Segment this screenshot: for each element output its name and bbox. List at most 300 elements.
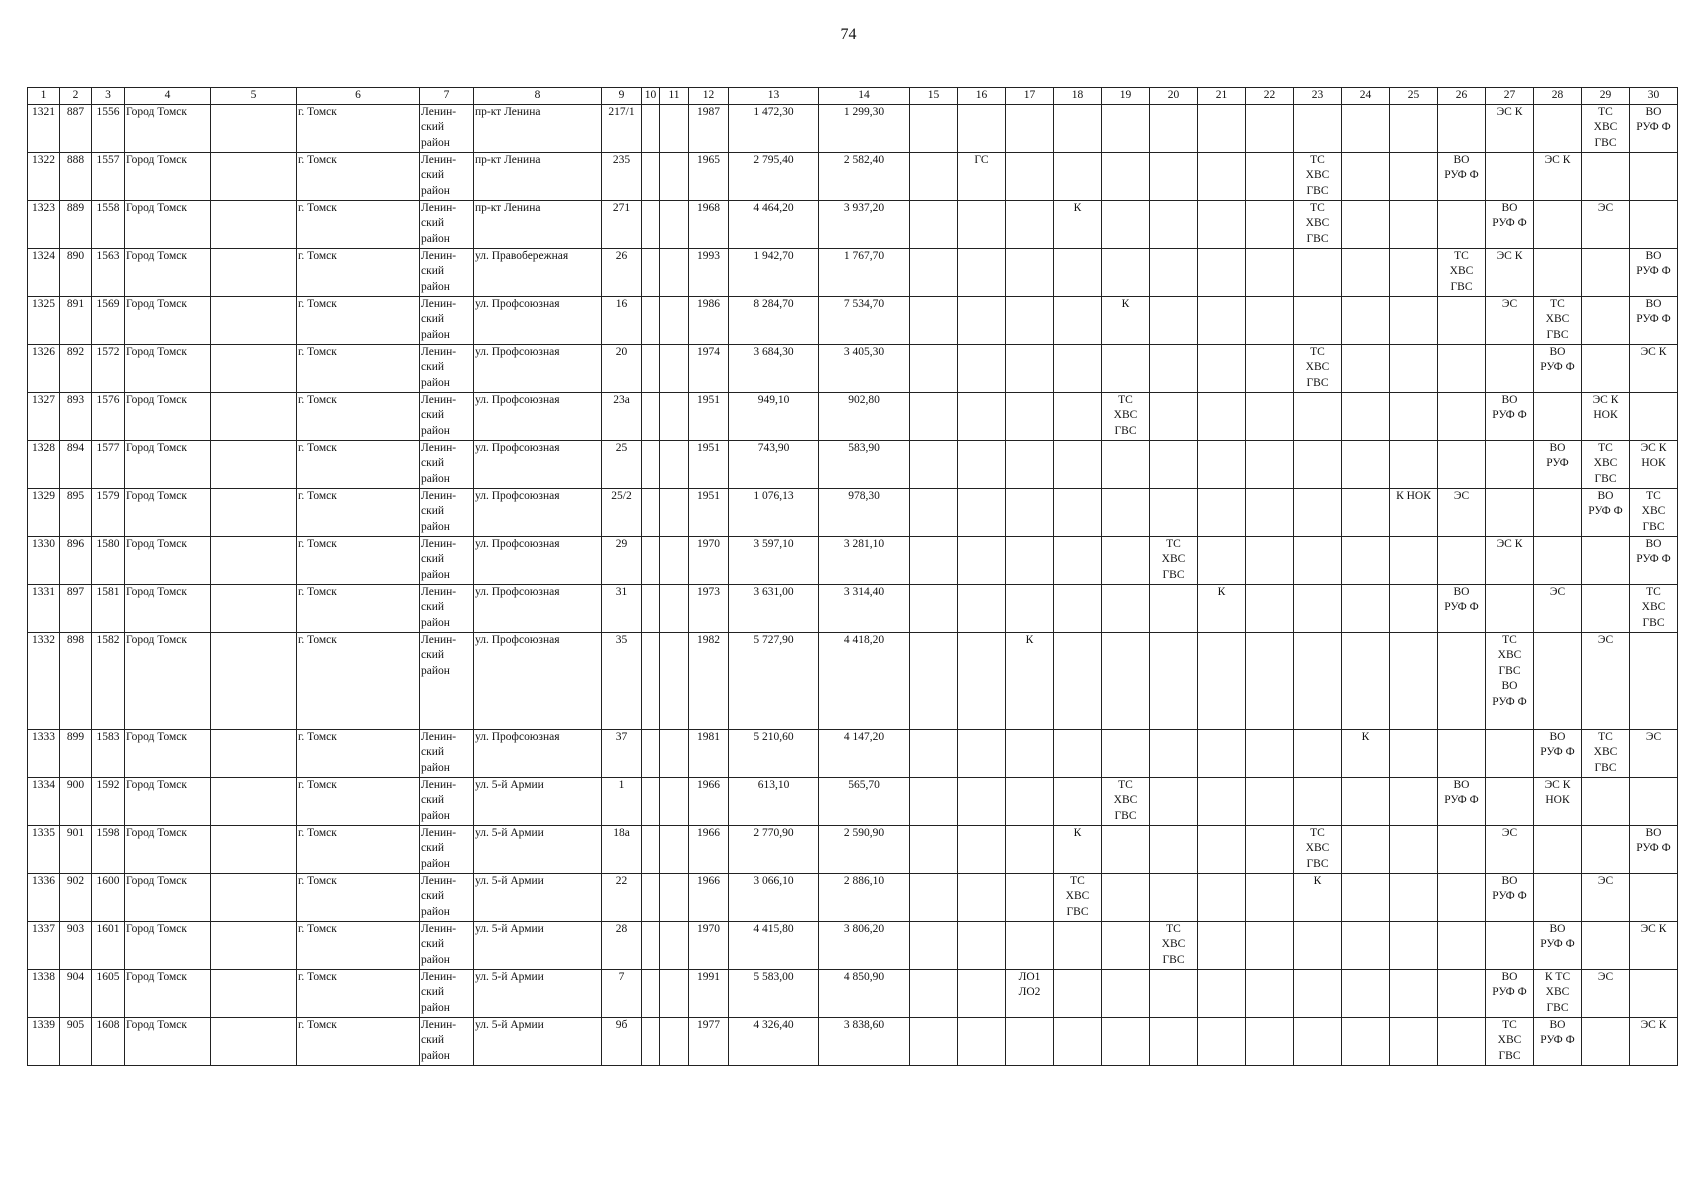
municipality-cell: Город Томск xyxy=(125,104,211,152)
district-cell: Ленин- ский район xyxy=(420,729,474,777)
district-cell: Ленин- ский район xyxy=(420,873,474,921)
district-cell: Ленин- ский район xyxy=(420,440,474,488)
work-type-cell-24 xyxy=(1342,969,1390,1017)
work-type-cell-23 xyxy=(1294,969,1342,1017)
house-number-cell: 31 xyxy=(602,584,642,632)
district-cell: Ленин- ский район xyxy=(420,921,474,969)
year-cell: 1982 xyxy=(689,632,729,729)
page-number: 74 xyxy=(840,26,857,43)
sequence-number: 897 xyxy=(60,584,92,632)
empty-cell xyxy=(211,248,297,296)
work-type-cell-17 xyxy=(1006,344,1054,392)
empty-cell xyxy=(660,825,689,873)
city-cell: г. Томск xyxy=(297,488,420,536)
table-row xyxy=(28,296,1678,344)
work-type-cell-16 xyxy=(958,825,1006,873)
work-type-cell-17 xyxy=(1006,873,1054,921)
work-type-cell-23 xyxy=(1294,440,1342,488)
work-type-cell-23: К xyxy=(1294,873,1342,921)
work-type-cell-23 xyxy=(1294,921,1342,969)
total-area-cell: 5 727,90 xyxy=(729,632,819,729)
work-type-cell-27 xyxy=(1486,344,1534,392)
work-type-cell-30: ВО РУФ Ф xyxy=(1630,825,1678,873)
house-number-cell: 217/1 xyxy=(602,104,642,152)
work-type-cell-17 xyxy=(1006,584,1054,632)
house-id: 1601 xyxy=(92,921,125,969)
empty-cell xyxy=(660,344,689,392)
work-type-cell-28: ВО РУФ Ф xyxy=(1534,1017,1582,1065)
work-type-cell-24 xyxy=(1342,440,1390,488)
work-type-cell-20 xyxy=(1150,584,1198,632)
work-type-cell-28: ЭС К xyxy=(1534,152,1582,200)
work-type-cell-26 xyxy=(1438,729,1486,777)
house-id: 1582 xyxy=(92,632,125,729)
work-type-cell-25 xyxy=(1390,1017,1438,1065)
district-cell: Ленин- ский район xyxy=(420,248,474,296)
work-type-cell-21 xyxy=(1198,296,1246,344)
year-cell: 1987 xyxy=(689,104,729,152)
city-cell: г. Томск xyxy=(297,1017,420,1065)
housing-register-table xyxy=(27,87,1678,1066)
work-type-cell-27 xyxy=(1486,152,1534,200)
sequence-number: 901 xyxy=(60,825,92,873)
year-cell: 1991 xyxy=(689,969,729,1017)
house-id: 1572 xyxy=(92,344,125,392)
work-type-cell-15 xyxy=(910,536,958,584)
work-type-cell-20 xyxy=(1150,248,1198,296)
table-row xyxy=(28,104,1678,152)
work-type-cell-20 xyxy=(1150,440,1198,488)
work-type-cell-22 xyxy=(1246,777,1294,825)
work-type-cell-29 xyxy=(1582,825,1630,873)
house-id: 1579 xyxy=(92,488,125,536)
work-type-cell-20 xyxy=(1150,344,1198,392)
column-header: 27 xyxy=(1486,88,1534,105)
work-type-cell-16 xyxy=(958,344,1006,392)
work-type-cell-16 xyxy=(958,200,1006,248)
work-type-cell-19 xyxy=(1102,344,1150,392)
house-id: 1580 xyxy=(92,536,125,584)
work-type-cell-19 xyxy=(1102,200,1150,248)
house-id: 1600 xyxy=(92,873,125,921)
work-type-cell-18 xyxy=(1054,392,1102,440)
street-cell: ул. 5-й Армии xyxy=(474,921,602,969)
work-type-cell-18 xyxy=(1054,1017,1102,1065)
record-number: 1339 xyxy=(28,1017,60,1065)
work-type-cell-21 xyxy=(1198,536,1246,584)
work-type-cell-27: ВО РУФ Ф xyxy=(1486,873,1534,921)
city-cell: г. Томск xyxy=(297,248,420,296)
work-type-cell-30 xyxy=(1630,777,1678,825)
table-row xyxy=(28,632,1678,729)
work-type-cell-28: К ТС ХВС ГВС xyxy=(1534,969,1582,1017)
work-type-cell-23: ТС ХВС ГВС xyxy=(1294,152,1342,200)
work-type-cell-23 xyxy=(1294,584,1342,632)
work-type-cell-15 xyxy=(910,488,958,536)
work-type-cell-21 xyxy=(1198,104,1246,152)
work-type-cell-21 xyxy=(1198,440,1246,488)
year-cell: 1974 xyxy=(689,344,729,392)
year-cell: 1966 xyxy=(689,825,729,873)
year-cell: 1973 xyxy=(689,584,729,632)
house-number-cell: 29 xyxy=(602,536,642,584)
municipality-cell: Город Томск xyxy=(125,777,211,825)
sequence-number: 892 xyxy=(60,344,92,392)
year-cell: 1986 xyxy=(689,296,729,344)
table-row xyxy=(28,200,1678,248)
work-type-cell-28 xyxy=(1534,632,1582,729)
column-header: 26 xyxy=(1438,88,1486,105)
work-type-cell-19 xyxy=(1102,873,1150,921)
table-row xyxy=(28,440,1678,488)
total-area-cell: 1 472,30 xyxy=(729,104,819,152)
work-type-cell-17 xyxy=(1006,104,1054,152)
work-type-cell-15 xyxy=(910,296,958,344)
house-id: 1557 xyxy=(92,152,125,200)
work-type-cell-26 xyxy=(1438,200,1486,248)
work-type-cell-15 xyxy=(910,200,958,248)
empty-cell xyxy=(211,536,297,584)
work-type-cell-20 xyxy=(1150,729,1198,777)
work-type-cell-20 xyxy=(1150,152,1198,200)
work-type-cell-30 xyxy=(1630,632,1678,729)
record-number: 1333 xyxy=(28,729,60,777)
work-type-cell-15 xyxy=(910,777,958,825)
district-cell: Ленин- ский район xyxy=(420,104,474,152)
total-area-cell: 949,10 xyxy=(729,392,819,440)
record-number: 1326 xyxy=(28,344,60,392)
empty-cell xyxy=(211,777,297,825)
work-type-cell-23 xyxy=(1294,488,1342,536)
work-type-cell-29: ЭС xyxy=(1582,200,1630,248)
work-type-cell-24 xyxy=(1342,200,1390,248)
work-type-cell-26 xyxy=(1438,344,1486,392)
work-type-cell-20 xyxy=(1150,296,1198,344)
work-type-cell-21 xyxy=(1198,200,1246,248)
work-type-cell-26 xyxy=(1438,104,1486,152)
table-row xyxy=(28,536,1678,584)
district-cell: Ленин- ский район xyxy=(420,777,474,825)
work-type-cell-15 xyxy=(910,921,958,969)
work-type-cell-15 xyxy=(910,969,958,1017)
work-type-cell-19: ТС ХВС ГВС xyxy=(1102,777,1150,825)
work-type-cell-28 xyxy=(1534,392,1582,440)
city-cell: г. Томск xyxy=(297,392,420,440)
living-area-cell: 3 281,10 xyxy=(819,536,910,584)
work-type-cell-26 xyxy=(1438,440,1486,488)
record-number: 1324 xyxy=(28,248,60,296)
work-type-cell-18 xyxy=(1054,969,1102,1017)
work-type-cell-21 xyxy=(1198,729,1246,777)
work-type-cell-27: ТС ХВС ГВС xyxy=(1486,1017,1534,1065)
work-type-cell-30: ТС ХВС ГВС xyxy=(1630,584,1678,632)
work-type-cell-19 xyxy=(1102,536,1150,584)
empty-cell xyxy=(660,969,689,1017)
work-type-cell-28: ТС ХВС ГВС xyxy=(1534,296,1582,344)
column-header: 22 xyxy=(1246,88,1294,105)
work-type-cell-22 xyxy=(1246,104,1294,152)
work-type-cell-23 xyxy=(1294,729,1342,777)
city-cell: г. Томск xyxy=(297,729,420,777)
work-type-cell-21: К xyxy=(1198,584,1246,632)
house-number-cell: 9б xyxy=(602,1017,642,1065)
house-id: 1569 xyxy=(92,296,125,344)
living-area-cell: 1 767,70 xyxy=(819,248,910,296)
work-type-cell-21 xyxy=(1198,921,1246,969)
empty-cell xyxy=(642,248,660,296)
work-type-cell-21 xyxy=(1198,392,1246,440)
total-area-cell: 3 597,10 xyxy=(729,536,819,584)
column-header: 8 xyxy=(474,88,602,105)
work-type-cell-18 xyxy=(1054,248,1102,296)
work-type-cell-26 xyxy=(1438,632,1486,729)
work-type-cell-25 xyxy=(1390,777,1438,825)
empty-cell xyxy=(642,104,660,152)
work-type-cell-30: ЭС К xyxy=(1630,1017,1678,1065)
empty-cell xyxy=(660,200,689,248)
city-cell: г. Томск xyxy=(297,296,420,344)
empty-cell xyxy=(211,1017,297,1065)
work-type-cell-24 xyxy=(1342,104,1390,152)
work-type-cell-25 xyxy=(1390,536,1438,584)
work-type-cell-26: ВО РУФ Ф xyxy=(1438,152,1486,200)
empty-cell xyxy=(642,440,660,488)
empty-cell xyxy=(211,825,297,873)
work-type-cell-22 xyxy=(1246,969,1294,1017)
column-header: 13 xyxy=(729,88,819,105)
column-header: 1 xyxy=(28,88,60,105)
work-type-cell-23 xyxy=(1294,777,1342,825)
year-cell: 1966 xyxy=(689,873,729,921)
house-id: 1605 xyxy=(92,969,125,1017)
column-header: 6 xyxy=(297,88,420,105)
work-type-cell-19 xyxy=(1102,152,1150,200)
work-type-cell-17 xyxy=(1006,440,1054,488)
work-type-cell-16 xyxy=(958,777,1006,825)
work-type-cell-15 xyxy=(910,584,958,632)
work-type-cell-15 xyxy=(910,440,958,488)
work-type-cell-22 xyxy=(1246,536,1294,584)
work-type-cell-22 xyxy=(1246,440,1294,488)
column-header: 5 xyxy=(211,88,297,105)
sequence-number: 894 xyxy=(60,440,92,488)
column-header: 18 xyxy=(1054,88,1102,105)
house-number-cell: 28 xyxy=(602,921,642,969)
house-id: 1563 xyxy=(92,248,125,296)
work-type-cell-19: ТС ХВС ГВС xyxy=(1102,392,1150,440)
city-cell: г. Томск xyxy=(297,632,420,729)
total-area-cell: 1 076,13 xyxy=(729,488,819,536)
year-cell: 1951 xyxy=(689,392,729,440)
house-id: 1583 xyxy=(92,729,125,777)
year-cell: 1951 xyxy=(689,488,729,536)
work-type-cell-27: ВО РУФ Ф xyxy=(1486,200,1534,248)
work-type-cell-17: К xyxy=(1006,632,1054,729)
work-type-cell-22 xyxy=(1246,344,1294,392)
work-type-cell-18 xyxy=(1054,104,1102,152)
empty-cell xyxy=(660,632,689,729)
empty-cell xyxy=(660,488,689,536)
work-type-cell-15 xyxy=(910,392,958,440)
work-type-cell-24 xyxy=(1342,536,1390,584)
house-number-cell: 25/2 xyxy=(602,488,642,536)
work-type-cell-30: ВО РУФ Ф xyxy=(1630,536,1678,584)
work-type-cell-28: ЭС К НОК xyxy=(1534,777,1582,825)
work-type-cell-24 xyxy=(1342,296,1390,344)
work-type-cell-29 xyxy=(1582,584,1630,632)
work-type-cell-24 xyxy=(1342,632,1390,729)
work-type-cell-16 xyxy=(958,921,1006,969)
work-type-cell-28: ЭС xyxy=(1534,584,1582,632)
work-type-cell-22 xyxy=(1246,921,1294,969)
table-row xyxy=(28,921,1678,969)
house-number-cell: 1 xyxy=(602,777,642,825)
empty-cell xyxy=(211,729,297,777)
empty-cell xyxy=(211,200,297,248)
work-type-cell-30 xyxy=(1630,152,1678,200)
empty-cell xyxy=(211,344,297,392)
work-type-cell-15 xyxy=(910,632,958,729)
table-body xyxy=(28,104,1678,1065)
municipality-cell: Город Томск xyxy=(125,873,211,921)
record-number: 1335 xyxy=(28,825,60,873)
record-number: 1323 xyxy=(28,200,60,248)
street-cell: пр-кт Ленина xyxy=(474,152,602,200)
empty-cell xyxy=(660,440,689,488)
work-type-cell-15 xyxy=(910,248,958,296)
work-type-cell-16 xyxy=(958,440,1006,488)
sequence-number: 899 xyxy=(60,729,92,777)
empty-cell xyxy=(642,536,660,584)
work-type-cell-19 xyxy=(1102,104,1150,152)
record-number: 1327 xyxy=(28,392,60,440)
work-type-cell-22 xyxy=(1246,632,1294,729)
work-type-cell-24 xyxy=(1342,825,1390,873)
house-number-cell: 37 xyxy=(602,729,642,777)
work-type-cell-29: ЭС xyxy=(1582,969,1630,1017)
work-type-cell-28 xyxy=(1534,825,1582,873)
record-number: 1336 xyxy=(28,873,60,921)
work-type-cell-18 xyxy=(1054,729,1102,777)
empty-cell xyxy=(642,488,660,536)
work-type-cell-26: ЭС xyxy=(1438,488,1486,536)
work-type-cell-18 xyxy=(1054,344,1102,392)
work-type-cell-28: ВО РУФ xyxy=(1534,440,1582,488)
work-type-cell-17 xyxy=(1006,536,1054,584)
work-type-cell-25 xyxy=(1390,969,1438,1017)
column-header: 7 xyxy=(420,88,474,105)
work-type-cell-30 xyxy=(1630,873,1678,921)
work-type-cell-25 xyxy=(1390,248,1438,296)
street-cell: ул. 5-й Армии xyxy=(474,1017,602,1065)
work-type-cell-29 xyxy=(1582,344,1630,392)
total-area-cell: 3 631,00 xyxy=(729,584,819,632)
record-number: 1331 xyxy=(28,584,60,632)
table-row xyxy=(28,873,1678,921)
column-header: 14 xyxy=(819,88,910,105)
column-header: 12 xyxy=(689,88,729,105)
sequence-number: 905 xyxy=(60,1017,92,1065)
work-type-cell-19 xyxy=(1102,248,1150,296)
work-type-cell-26: ВО РУФ Ф xyxy=(1438,777,1486,825)
sequence-number: 890 xyxy=(60,248,92,296)
empty-cell xyxy=(660,921,689,969)
city-cell: г. Томск xyxy=(297,873,420,921)
work-type-cell-25 xyxy=(1390,344,1438,392)
house-number-cell: 35 xyxy=(602,632,642,729)
living-area-cell: 2 582,40 xyxy=(819,152,910,200)
work-type-cell-23 xyxy=(1294,104,1342,152)
work-type-cell-27 xyxy=(1486,921,1534,969)
living-area-cell: 4 418,20 xyxy=(819,632,910,729)
work-type-cell-21 xyxy=(1198,632,1246,729)
work-type-cell-18 xyxy=(1054,584,1102,632)
column-number-header xyxy=(28,88,1678,105)
empty-cell xyxy=(642,296,660,344)
work-type-cell-22 xyxy=(1246,584,1294,632)
year-cell: 1965 xyxy=(689,152,729,200)
house-number-cell: 25 xyxy=(602,440,642,488)
street-cell: пр-кт Ленина xyxy=(474,104,602,152)
column-header: 2 xyxy=(60,88,92,105)
work-type-cell-15 xyxy=(910,873,958,921)
total-area-cell: 2 795,40 xyxy=(729,152,819,200)
column-header: 4 xyxy=(125,88,211,105)
sequence-number: 898 xyxy=(60,632,92,729)
work-type-cell-17 xyxy=(1006,921,1054,969)
empty-cell xyxy=(211,392,297,440)
work-type-cell-28: ВО РУФ Ф xyxy=(1534,344,1582,392)
work-type-cell-20 xyxy=(1150,1017,1198,1065)
work-type-cell-21 xyxy=(1198,152,1246,200)
work-type-cell-22 xyxy=(1246,392,1294,440)
work-type-cell-23 xyxy=(1294,632,1342,729)
district-cell: Ленин- ский район xyxy=(420,825,474,873)
street-cell: ул. Правобережная xyxy=(474,248,602,296)
work-type-cell-30 xyxy=(1630,969,1678,1017)
work-type-cell-30: ЭС К xyxy=(1630,344,1678,392)
work-type-cell-30: ТС ХВС ГВС xyxy=(1630,488,1678,536)
city-cell: г. Томск xyxy=(297,344,420,392)
municipality-cell: Город Томск xyxy=(125,344,211,392)
work-type-cell-19 xyxy=(1102,584,1150,632)
work-type-cell-20 xyxy=(1150,969,1198,1017)
record-number: 1334 xyxy=(28,777,60,825)
empty-cell xyxy=(211,104,297,152)
living-area-cell: 4 147,20 xyxy=(819,729,910,777)
city-cell: г. Томск xyxy=(297,777,420,825)
living-area-cell: 3 405,30 xyxy=(819,344,910,392)
sequence-number: 895 xyxy=(60,488,92,536)
total-area-cell: 3 684,30 xyxy=(729,344,819,392)
work-type-cell-15 xyxy=(910,729,958,777)
living-area-cell: 3 314,40 xyxy=(819,584,910,632)
work-type-cell-29: ТС ХВС ГВС xyxy=(1582,729,1630,777)
column-header: 20 xyxy=(1150,88,1198,105)
work-type-cell-17 xyxy=(1006,488,1054,536)
work-type-cell-25 xyxy=(1390,873,1438,921)
work-type-cell-29: ТС ХВС ГВС xyxy=(1582,104,1630,152)
table-row xyxy=(28,969,1678,1017)
empty-cell xyxy=(660,729,689,777)
empty-cell xyxy=(211,296,297,344)
house-number-cell: 271 xyxy=(602,200,642,248)
year-cell: 1951 xyxy=(689,440,729,488)
year-cell: 1981 xyxy=(689,729,729,777)
district-cell: Ленин- ский район xyxy=(420,152,474,200)
sequence-number: 904 xyxy=(60,969,92,1017)
total-area-cell: 4 326,40 xyxy=(729,1017,819,1065)
